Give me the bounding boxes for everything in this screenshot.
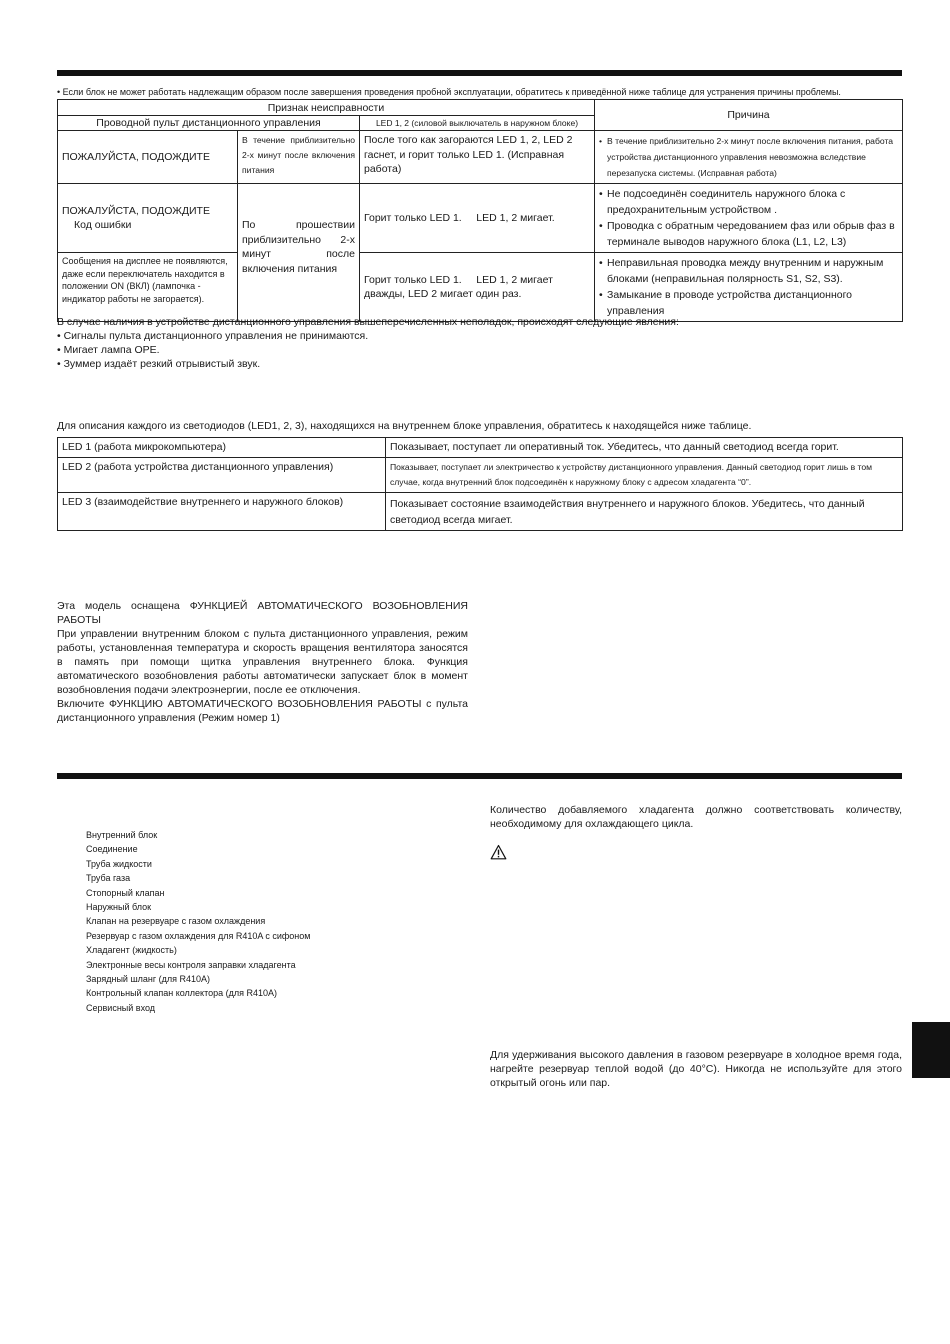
row2-cause1: • Не подсоединён соединитель наружного блока с предохранительным устройством . — [599, 186, 898, 218]
after-table-line1: В случае наличия в устройстве дистанционного управления вышеперечисленных неполадок, происходят следующие явления: — [57, 316, 679, 328]
legend-item: Резервуар с газом охлаждения для R410A с сифоном — [86, 930, 311, 941]
header-cause: Причина — [595, 100, 903, 131]
legend-item: Клапан на резервуаре с газом охлаждения — [86, 916, 266, 927]
row2-time: По прошествии приблизительно 2-х минут после включения питания — [238, 184, 360, 322]
row3-led: Горит только LED 1. LED 1, 2 мигает дважды, LED 2 мигает один раз. — [360, 253, 595, 322]
led3-name: LED 3 (взаимодействие внутреннего и наружного блоков) — [58, 492, 386, 530]
led3-desc: Показывает состояние взаимодействия внутреннего и наружного блоков. Убедитесь, что данный светодиод всегда мигает. — [386, 492, 903, 530]
legend-item: Зарядный шланг (для R410A) — [86, 974, 211, 985]
led-table — [57, 437, 903, 531]
after-table-bullet2: • Мигает лампа OPE. — [57, 344, 160, 356]
legend-item: Соединение — [86, 844, 138, 855]
row2-led: Горит только LED 1. LED 1, 2 мигает. — [360, 184, 595, 253]
after-table-bullet3: • Зуммер издаёт резкий отрывистый звук. — [57, 358, 261, 370]
fault-table — [57, 99, 903, 322]
row2-cause2: • Проводка с обратным чередованием фаз или обрыв фаз в терминале выводов наружного блока (L1, L2, L3) — [599, 218, 898, 250]
legend-item: Электронные весы контроля заправки хладагента — [86, 959, 296, 970]
row3-remote: Сообщения на дисплее не появляются, даже если переключатель находится в положении ON (ВКЛ) (лампочка - индикатор работы не загорается). — [58, 253, 238, 322]
refrigerant-amount-text: Количество добавляемого хладагента должно соответствовать количеству, необходимому для охлаждающего цикла. — [490, 804, 902, 830]
tank-heating-text: Для удерживания высокого давления в газовом резервуаре в холодное время года, нагрейте резервуар теплой водой (до 40°C). Никогда не используйте для этого открытый огонь или пар. — [490, 1049, 902, 1089]
row2-remote-line2: Код ошибки — [74, 219, 132, 231]
led2-desc: Показывает, поступает ли электричество к устройству дистанционного управления. Данный светодиод горит лишь в том случае, когда внутренний блок подсоединён к наружному блоку с адресом хладагента “0”. — [386, 457, 903, 492]
row3-cause1: • Неправильная проводка между внутренним и наружным блоками (неправильная полярность S1, S2, S3). — [599, 255, 898, 287]
legend-item: Хладагент (жидкость) — [86, 945, 177, 956]
row2-remote — [58, 184, 238, 253]
intro-note: • Если блок не может работать надлежащим образом после завершения проведения пробной эксплуатации, обратитесь к приведённой ниже таблице для устранения причины проблемы. — [57, 87, 841, 97]
row2-remote-line1: ПОЖАЛУЙСТА, ПОДОЖДИТЕ — [62, 204, 210, 217]
section-rule-middle — [57, 773, 902, 779]
led2-name: LED 2 (работа устройства дистанционного управления) — [58, 457, 386, 492]
legend-item: Стопорный клапан — [86, 887, 165, 898]
auto-restart-text — [57, 599, 468, 725]
led-intro: Для описания каждого из светодиодов (LED1, 2, 3), находящихся на внутреннем блоке управления, обратитесь к находящейся ниже таблице. — [57, 420, 752, 432]
legend-list — [86, 828, 466, 1015]
header-remote: Проводной пульт дистанционного управления — [58, 116, 360, 131]
row1-time: В течение приблизительно 2-х минут после включения питания — [238, 131, 360, 184]
auto-restart-p2: При управлении внутренним блоком с пульта дистанционного управления, режим работы, установленная температура и скорость вращения вентилятора заносятся в память при помощи щитка управления внутреннего блока. Функция автоматического возобновления работы автоматически запускает блок в момент возобновления подачи электроэнергии, после ее отключения. — [57, 628, 468, 696]
warning-icon — [490, 844, 507, 860]
row1-led: После того как загораются LED 1, 2, LED 2 гаснет, и горит только LED 1. (Исправная работа) — [360, 131, 595, 184]
header-symptom: Признак неисправности — [58, 100, 595, 116]
led1-name: LED 1 (работа микрокомпьютера) — [58, 438, 386, 458]
section-rule-top — [57, 70, 902, 76]
row1-cause: • В течение приблизительно 2-х минут после включения питания, работа устройства дистанционного управления невозможна вследствие перезапуска системы. (Исправная работа) — [599, 133, 898, 181]
auto-restart-p3: Включите ФУНКЦИЮ АВТОМАТИЧЕСКОГО ВОЗОБНОВЛЕНИЯ РАБОТЫ с пульта дистанционного управления (Режим номер 1) — [57, 698, 468, 724]
row1-remote: ПОЖАЛУЙСТА, ПОДОЖДИТЕ — [58, 131, 238, 184]
legend-item: Труба жидкости — [86, 858, 152, 869]
header-led: LED 1, 2 (силовой выключатель в наружном блоке) — [360, 116, 595, 131]
legend-item: Наружный блок — [86, 902, 152, 913]
legend-item: Внутренний блок — [86, 830, 158, 840]
legend-item: Труба газа — [86, 873, 131, 884]
auto-restart-p1: Эта модель оснащена ФУНКЦИЕЙ АВТОМАТИЧЕСКОГО ВОЗОБНОВЛЕНИЯ РАБОТЫ — [57, 600, 468, 626]
legend-item: Сервисный вход — [86, 1002, 156, 1013]
after-table-text — [57, 315, 902, 371]
after-table-bullet1: • Сигналы пульта дистанционного управления не принимаются. — [57, 330, 369, 342]
legend-item: Контрольный клапан коллектора (для R410A) — [86, 988, 278, 999]
row3-cause2: • Замыкание в проводе устройства дистанционного управления — [599, 287, 898, 319]
led1-desc: Показывает, поступает ли оперативный ток. Убедитесь, что данный светодиод всегда горит. — [386, 438, 903, 458]
page-side-tab — [912, 1022, 950, 1078]
